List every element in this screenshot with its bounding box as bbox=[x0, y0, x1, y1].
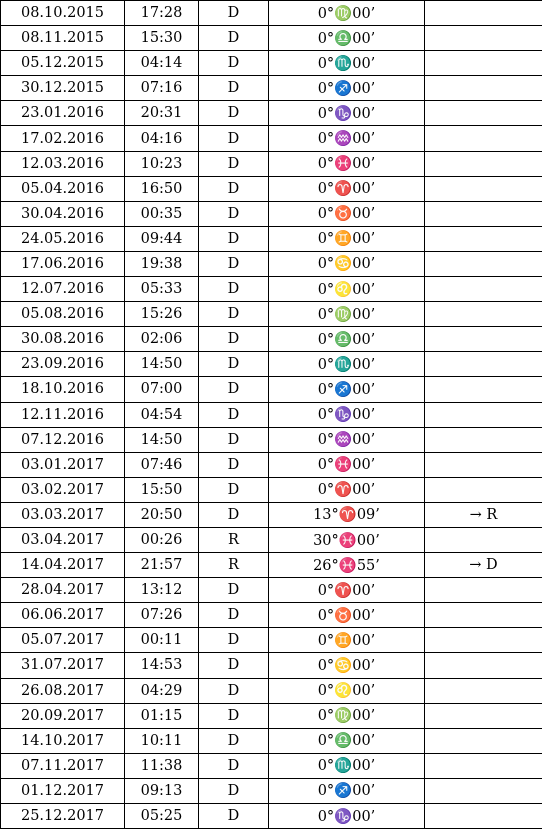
zodiac-position-cell: 13°♈09’ bbox=[269, 502, 425, 527]
zodiac-position-cell: 0°♑00’ bbox=[269, 101, 425, 126]
station-note-cell bbox=[425, 26, 542, 51]
zodiac-position-cell: 0°♌00’ bbox=[269, 277, 425, 302]
time-cell: 15:50 bbox=[125, 477, 199, 502]
zodiac-position-cell: 0°♏00’ bbox=[269, 753, 425, 778]
station-note-cell: → D bbox=[425, 553, 542, 578]
table-row bbox=[1, 251, 542, 276]
date-cell: 17.06.2016 bbox=[1, 251, 125, 276]
date-cell: 01.12.2017 bbox=[1, 778, 125, 803]
station-note-cell bbox=[425, 753, 542, 778]
date-cell: 03.03.2017 bbox=[1, 502, 125, 527]
direction-cell: D bbox=[199, 176, 269, 201]
time-cell: 05:33 bbox=[125, 277, 199, 302]
zodiac-position-cell: 0°♐00’ bbox=[269, 76, 425, 101]
station-note-cell: → R bbox=[425, 502, 542, 527]
table-row bbox=[1, 26, 542, 51]
table-row bbox=[1, 1, 542, 26]
table-row bbox=[1, 778, 542, 803]
direction-cell: D bbox=[199, 753, 269, 778]
date-cell: 07.12.2016 bbox=[1, 427, 125, 452]
date-cell: 20.09.2017 bbox=[1, 703, 125, 728]
direction-cell: D bbox=[199, 578, 269, 603]
time-cell: 04:14 bbox=[125, 51, 199, 76]
station-note-cell bbox=[425, 126, 542, 151]
table-row bbox=[1, 151, 542, 176]
time-cell: 14:50 bbox=[125, 427, 199, 452]
direction-cell: D bbox=[199, 703, 269, 728]
date-cell: 06.06.2017 bbox=[1, 603, 125, 628]
direction-cell: D bbox=[199, 678, 269, 703]
time-cell: 01:15 bbox=[125, 703, 199, 728]
direction-cell: D bbox=[199, 628, 269, 653]
table-row bbox=[1, 352, 542, 377]
date-cell: 23.09.2016 bbox=[1, 352, 125, 377]
station-note-cell bbox=[425, 628, 542, 653]
zodiac-position-cell: 0°♏00’ bbox=[269, 51, 425, 76]
zodiac-position-cell: 0°♓00’ bbox=[269, 151, 425, 176]
table-row bbox=[1, 804, 542, 829]
zodiac-position-cell: 0°♑00’ bbox=[269, 402, 425, 427]
direction-cell: D bbox=[199, 251, 269, 276]
direction-cell: D bbox=[199, 728, 269, 753]
direction-cell: D bbox=[199, 302, 269, 327]
time-cell: 19:38 bbox=[125, 251, 199, 276]
direction-cell: D bbox=[199, 201, 269, 226]
station-note-cell bbox=[425, 302, 542, 327]
direction-cell: D bbox=[199, 76, 269, 101]
station-note-cell bbox=[425, 101, 542, 126]
direction-cell: D bbox=[199, 126, 269, 151]
time-cell: 14:50 bbox=[125, 352, 199, 377]
time-cell: 07:46 bbox=[125, 452, 199, 477]
zodiac-position-cell: 0°♒00’ bbox=[269, 427, 425, 452]
station-note-cell bbox=[425, 427, 542, 452]
zodiac-position-cell: 0°♒00’ bbox=[269, 126, 425, 151]
time-cell: 16:50 bbox=[125, 176, 199, 201]
date-cell: 30.12.2015 bbox=[1, 76, 125, 101]
direction-cell: D bbox=[199, 327, 269, 352]
table-row bbox=[1, 51, 542, 76]
table-row bbox=[1, 603, 542, 628]
time-cell: 00:11 bbox=[125, 628, 199, 653]
date-cell: 31.07.2017 bbox=[1, 653, 125, 678]
station-note-cell bbox=[425, 277, 542, 302]
station-note-cell bbox=[425, 176, 542, 201]
time-cell: 14:53 bbox=[125, 653, 199, 678]
station-note-cell bbox=[425, 1, 542, 26]
date-cell: 03.02.2017 bbox=[1, 477, 125, 502]
zodiac-position-cell: 0°♈00’ bbox=[269, 176, 425, 201]
station-note-cell bbox=[425, 151, 542, 176]
zodiac-position-cell: 0°♌00’ bbox=[269, 678, 425, 703]
date-cell: 28.04.2017 bbox=[1, 578, 125, 603]
time-cell: 15:30 bbox=[125, 26, 199, 51]
station-note-cell bbox=[425, 653, 542, 678]
date-cell: 05.08.2016 bbox=[1, 302, 125, 327]
time-cell: 00:26 bbox=[125, 527, 199, 552]
direction-cell: R bbox=[199, 527, 269, 552]
zodiac-position-cell: 0°♎00’ bbox=[269, 26, 425, 51]
date-cell: 03.01.2017 bbox=[1, 452, 125, 477]
table-row bbox=[1, 377, 542, 402]
time-cell: 10:23 bbox=[125, 151, 199, 176]
date-cell: 08.10.2015 bbox=[1, 1, 125, 26]
zodiac-position-cell: 0°♈00’ bbox=[269, 477, 425, 502]
direction-cell: D bbox=[199, 151, 269, 176]
direction-cell: D bbox=[199, 653, 269, 678]
zodiac-position-cell: 0°♑00’ bbox=[269, 804, 425, 829]
zodiac-position-cell: 0°♍00’ bbox=[269, 1, 425, 26]
station-note-cell bbox=[425, 226, 542, 251]
date-cell: 12.03.2016 bbox=[1, 151, 125, 176]
zodiac-position-cell: 0°♊00’ bbox=[269, 628, 425, 653]
time-cell: 09:13 bbox=[125, 778, 199, 803]
table-row bbox=[1, 452, 542, 477]
direction-cell: D bbox=[199, 427, 269, 452]
table-row bbox=[1, 277, 542, 302]
time-cell: 07:16 bbox=[125, 76, 199, 101]
date-cell: 18.10.2016 bbox=[1, 377, 125, 402]
time-cell: 20:31 bbox=[125, 101, 199, 126]
station-note-cell bbox=[425, 778, 542, 803]
date-cell: 26.08.2017 bbox=[1, 678, 125, 703]
time-cell: 04:54 bbox=[125, 402, 199, 427]
date-cell: 12.11.2016 bbox=[1, 402, 125, 427]
table-row bbox=[1, 477, 542, 502]
zodiac-position-cell: 0°♐00’ bbox=[269, 377, 425, 402]
date-cell: 05.04.2016 bbox=[1, 176, 125, 201]
time-cell: 17:28 bbox=[125, 1, 199, 26]
time-cell: 21:57 bbox=[125, 553, 199, 578]
direction-cell: R bbox=[199, 553, 269, 578]
date-cell: 24.05.2016 bbox=[1, 226, 125, 251]
direction-cell: D bbox=[199, 26, 269, 51]
time-cell: 02:06 bbox=[125, 327, 199, 352]
station-note-cell bbox=[425, 452, 542, 477]
zodiac-position-cell: 0°♉00’ bbox=[269, 201, 425, 226]
table-row bbox=[1, 653, 542, 678]
zodiac-position-cell: 0°♋00’ bbox=[269, 251, 425, 276]
zodiac-position-cell: 0°♋00’ bbox=[269, 653, 425, 678]
direction-cell: D bbox=[199, 502, 269, 527]
time-cell: 00:35 bbox=[125, 201, 199, 226]
date-cell: 17.02.2016 bbox=[1, 126, 125, 151]
station-note-cell bbox=[425, 477, 542, 502]
time-cell: 13:12 bbox=[125, 578, 199, 603]
table-row bbox=[1, 76, 542, 101]
table-row bbox=[1, 226, 542, 251]
zodiac-position-cell: 0°♎00’ bbox=[269, 728, 425, 753]
direction-cell: D bbox=[199, 1, 269, 26]
zodiac-position-cell: 0°♈00’ bbox=[269, 578, 425, 603]
date-cell: 30.08.2016 bbox=[1, 327, 125, 352]
direction-cell: D bbox=[199, 226, 269, 251]
station-note-cell bbox=[425, 377, 542, 402]
table-row bbox=[1, 427, 542, 452]
station-note-cell bbox=[425, 327, 542, 352]
date-cell: 23.01.2016 bbox=[1, 101, 125, 126]
time-cell: 15:26 bbox=[125, 302, 199, 327]
direction-cell: D bbox=[199, 352, 269, 377]
table-row bbox=[1, 402, 542, 427]
station-note-cell bbox=[425, 251, 542, 276]
station-note-cell bbox=[425, 402, 542, 427]
table-row bbox=[1, 703, 542, 728]
station-note-cell bbox=[425, 728, 542, 753]
time-cell: 09:44 bbox=[125, 226, 199, 251]
direction-cell: D bbox=[199, 603, 269, 628]
station-note-cell bbox=[425, 76, 542, 101]
time-cell: 11:38 bbox=[125, 753, 199, 778]
table-row bbox=[1, 553, 542, 578]
time-cell: 07:00 bbox=[125, 377, 199, 402]
date-cell: 05.12.2015 bbox=[1, 51, 125, 76]
direction-cell: D bbox=[199, 778, 269, 803]
date-cell: 25.12.2017 bbox=[1, 804, 125, 829]
date-cell: 08.11.2015 bbox=[1, 26, 125, 51]
table-row bbox=[1, 527, 542, 552]
station-note-cell bbox=[425, 678, 542, 703]
table-row bbox=[1, 502, 542, 527]
zodiac-position-cell: 26°♓55’ bbox=[269, 553, 425, 578]
zodiac-position-cell: 0°♍00’ bbox=[269, 703, 425, 728]
zodiac-position-cell: 30°♓00’ bbox=[269, 527, 425, 552]
zodiac-position-cell: 0°♓00’ bbox=[269, 452, 425, 477]
date-cell: 03.04.2017 bbox=[1, 527, 125, 552]
table-row bbox=[1, 678, 542, 703]
date-cell: 30.04.2016 bbox=[1, 201, 125, 226]
table-row bbox=[1, 327, 542, 352]
table-row bbox=[1, 753, 542, 778]
station-note-cell bbox=[425, 527, 542, 552]
table-row bbox=[1, 578, 542, 603]
zodiac-position-cell: 0°♍00’ bbox=[269, 302, 425, 327]
date-cell: 12.07.2016 bbox=[1, 277, 125, 302]
table-row bbox=[1, 302, 542, 327]
date-cell: 14.04.2017 bbox=[1, 553, 125, 578]
station-note-cell bbox=[425, 352, 542, 377]
direction-cell: D bbox=[199, 477, 269, 502]
table-row bbox=[1, 101, 542, 126]
station-note-cell bbox=[425, 201, 542, 226]
time-cell: 05:25 bbox=[125, 804, 199, 829]
ephemeris-table-body bbox=[1, 1, 542, 829]
table-row bbox=[1, 126, 542, 151]
date-cell: 07.11.2017 bbox=[1, 753, 125, 778]
direction-cell: D bbox=[199, 804, 269, 829]
time-cell: 20:50 bbox=[125, 502, 199, 527]
direction-cell: D bbox=[199, 101, 269, 126]
table-row bbox=[1, 201, 542, 226]
zodiac-position-cell: 0°♐00’ bbox=[269, 778, 425, 803]
table-row bbox=[1, 628, 542, 653]
direction-cell: D bbox=[199, 402, 269, 427]
zodiac-position-cell: 0°♏00’ bbox=[269, 352, 425, 377]
station-note-cell bbox=[425, 578, 542, 603]
zodiac-position-cell: 0°♎00’ bbox=[269, 327, 425, 352]
direction-cell: D bbox=[199, 277, 269, 302]
station-note-cell bbox=[425, 703, 542, 728]
table-row bbox=[1, 728, 542, 753]
zodiac-position-cell: 0°♉00’ bbox=[269, 603, 425, 628]
time-cell: 04:29 bbox=[125, 678, 199, 703]
station-note-cell bbox=[425, 603, 542, 628]
date-cell: 14.10.2017 bbox=[1, 728, 125, 753]
zodiac-position-cell: 0°♊00’ bbox=[269, 226, 425, 251]
time-cell: 07:26 bbox=[125, 603, 199, 628]
direction-cell: D bbox=[199, 51, 269, 76]
direction-cell: D bbox=[199, 452, 269, 477]
time-cell: 10:11 bbox=[125, 728, 199, 753]
direction-cell: D bbox=[199, 377, 269, 402]
time-cell: 04:16 bbox=[125, 126, 199, 151]
date-cell: 05.07.2017 bbox=[1, 628, 125, 653]
table-row bbox=[1, 176, 542, 201]
station-note-cell bbox=[425, 51, 542, 76]
station-note-cell bbox=[425, 804, 542, 829]
